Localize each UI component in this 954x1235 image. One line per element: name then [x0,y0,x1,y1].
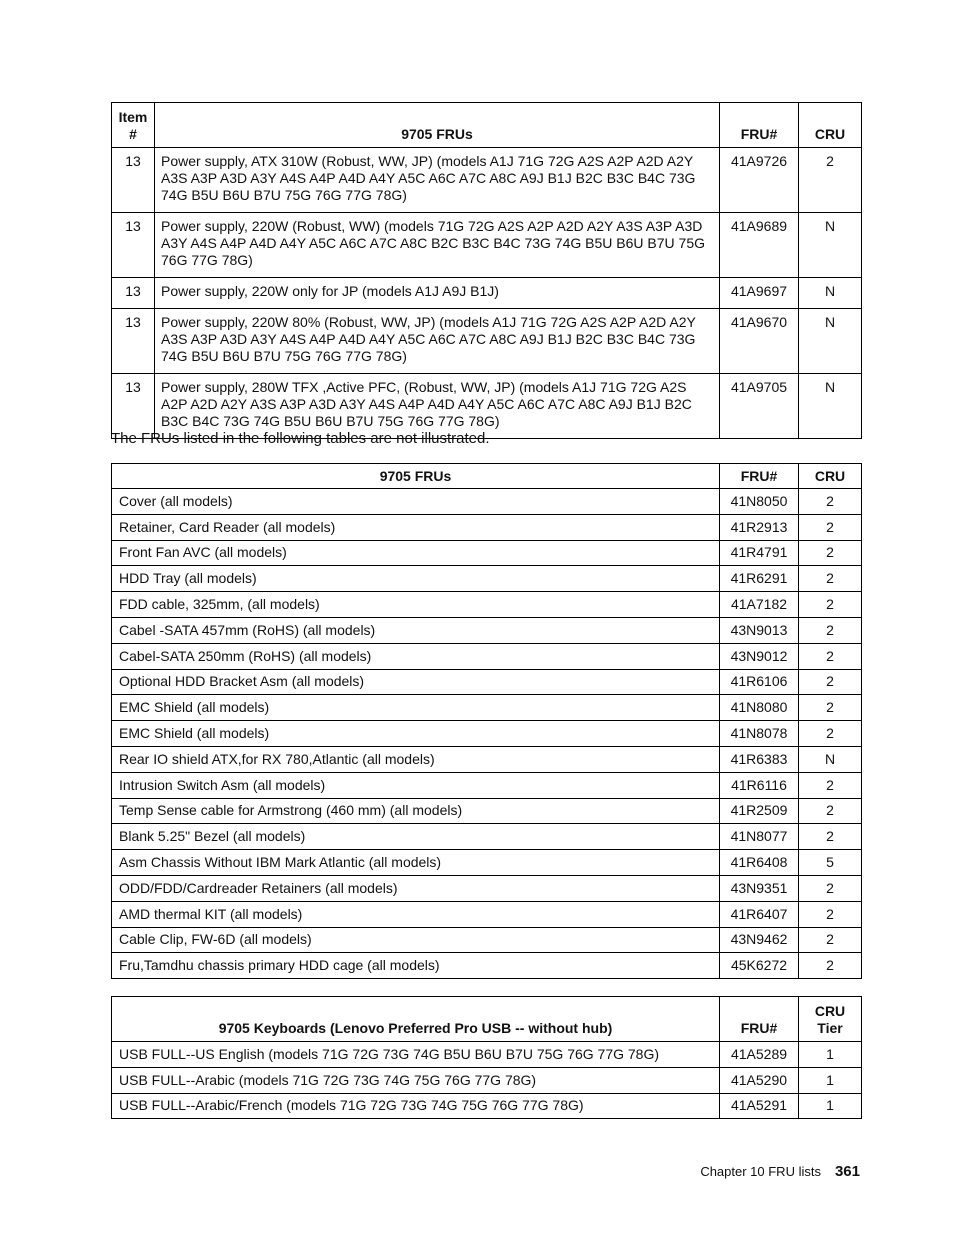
description-cell: Cabel -SATA 457mm (RoHS) (all models) [112,617,720,643]
cru-cell: 2 [799,566,862,592]
not-illustrated-note: The FRUs listed in the following tables are not illustrated. [111,430,490,447]
page-number: 361 [834,1163,860,1180]
fru-number-cell: 41N8080 [720,695,799,721]
keyboard-fru-table [111,996,862,1119]
table-row [112,278,862,309]
cru-cell: N [799,213,862,278]
col-header-item: Item # [112,103,155,148]
cru-cell: 2 [799,592,862,618]
table-row [112,721,862,747]
col-header-fru-number: FRU# [720,997,799,1042]
table-row [112,1042,862,1068]
cru-cell: 2 [799,927,862,953]
fru-number-cell: 41A5289 [720,1042,799,1068]
cru-cell: 1 [799,1042,862,1068]
description-cell: EMC Shield (all models) [112,721,720,747]
col-header-frus: 9705 FRUs [112,464,720,489]
cru-cell: 2 [799,695,862,721]
description-cell: Cover (all models) [112,489,720,515]
table-header-row [112,103,862,148]
table-header-row [112,464,862,489]
fru-number-cell: 41A9697 [720,278,799,309]
cru-cell: 2 [799,772,862,798]
table-row [112,566,862,592]
description-cell: ODD/FDD/Cardreader Retainers (all models) [112,875,720,901]
description-cell: Power supply, 280W TFX ,Active PFC, (Robust, WW, JP) (models A1J 71G 72G A2S A2P A2D A2Y A3S A3P A3D A3Y A4S A4P A4D A4Y A5C A6C A7C A8C A9J B1J B2C B3C B4C 73G 74G B5U B6U B7U 75G 76G 77G 78G) [155,374,720,439]
table-row [112,901,862,927]
cru-cell: 2 [799,617,862,643]
fru-number-cell: 41R4791 [720,540,799,566]
table-row [112,953,862,979]
cru-cell: 2 [799,514,862,540]
table-row [112,927,862,953]
cru-cell: 2 [799,540,862,566]
col-header-fru-number: FRU# [720,103,799,148]
table-row [112,592,862,618]
description-cell: HDD Tray (all models) [112,566,720,592]
fru-number-cell: 41R6383 [720,746,799,772]
misc-fru-table [111,463,862,979]
description-cell: Fru,Tamdhu chassis primary HDD cage (all models) [112,953,720,979]
table-row [112,824,862,850]
cru-cell: 2 [799,798,862,824]
description-cell: Temp Sense cable for Armstrong (460 mm) (all models) [112,798,720,824]
cru-cell: 5 [799,850,862,876]
fru-number-cell: 45K6272 [720,953,799,979]
description-cell: USB FULL--US English (models 71G 72G 73G 74G B5U B6U B7U 75G 76G 77G 78G) [112,1042,720,1068]
table-row [112,850,862,876]
fru-number-cell: 41N8050 [720,489,799,515]
table-row [112,875,862,901]
cru-cell: N [799,278,862,309]
description-cell: Cabel-SATA 250mm (RoHS) (all models) [112,643,720,669]
fru-number-cell: 41R2509 [720,798,799,824]
fru-number-cell: 41R2913 [720,514,799,540]
col-header-frus: 9705 FRUs [155,103,720,148]
fru-number-cell: 41N8078 [720,721,799,747]
fru-number-cell: 43N9462 [720,927,799,953]
cru-cell: 2 [799,901,862,927]
description-cell: FDD cable, 325mm, (all models) [112,592,720,618]
power-supply-fru-table [111,102,862,439]
description-cell: Optional HDD Bracket Asm (all models) [112,669,720,695]
fru-number-cell: 41R6116 [720,772,799,798]
table-row [112,669,862,695]
description-cell: Power supply, 220W only for JP (models A1J A9J B1J) [155,278,720,309]
table-row [112,1067,862,1093]
table-row [112,309,862,374]
cru-cell: 2 [799,148,862,213]
cru-cell: N [799,374,862,439]
item-cell: 13 [112,309,155,374]
description-cell: Power supply, 220W (Robust, WW) (models 71G 72G A2S A2P A2D A2Y A3S A3P A3D A3Y A4S A4P A4D A4Y A5C A6C A7C A8C B2C B3C B4C 73G 74G B5U B6U B7U 75G 76G 77G 78G) [155,213,720,278]
chapter-label: Chapter 10 FRU lists [700,1164,821,1179]
fru-number-cell: 41A9670 [720,309,799,374]
description-cell: Retainer, Card Reader (all models) [112,514,720,540]
col-header-keyboards: 9705 Keyboards (Lenovo Preferred Pro USB -- without hub) [112,997,720,1042]
col-header-cru-tier: CRU Tier [799,997,862,1042]
fru-number-cell: 41R6291 [720,566,799,592]
fru-number-cell: 43N9012 [720,643,799,669]
page-footer [700,1163,860,1180]
description-cell: USB FULL--Arabic (models 71G 72G 73G 74G 75G 76G 77G 78G) [112,1067,720,1093]
cru-cell: 2 [799,643,862,669]
cru-cell: N [799,309,862,374]
cru-cell: 1 [799,1093,862,1119]
description-cell: Blank 5.25" Bezel (all models) [112,824,720,850]
table-row [112,798,862,824]
fru-number-cell: 41R6407 [720,901,799,927]
description-cell: Rear IO shield ATX,for RX 780,Atlantic (all models) [112,746,720,772]
fru-number-cell: 43N9013 [720,617,799,643]
description-cell: Cable Clip, FW-6D (all models) [112,927,720,953]
description-cell: Power supply, ATX 310W (Robust, WW, JP) (models A1J 71G 72G A2S A2P A2D A2Y A3S A3P A3D A3Y A4S A4P A4D A4Y A5C A6C A7C A8C A9J B1J B2C B3C B4C 73G 74G B5U B6U B7U 75G 76G 77G 78G) [155,148,720,213]
table-row [112,148,862,213]
table-row [112,540,862,566]
item-cell: 13 [112,374,155,439]
description-cell: Intrusion Switch Asm (all models) [112,772,720,798]
col-header-cru: CRU [799,464,862,489]
col-header-fru-number: FRU# [720,464,799,489]
description-cell: Front Fan AVC (all models) [112,540,720,566]
table-row [112,772,862,798]
table-row [112,1093,862,1119]
fru-number-cell: 41A9705 [720,374,799,439]
fru-number-cell: 41R6106 [720,669,799,695]
cru-cell: 2 [799,953,862,979]
item-cell: 13 [112,278,155,309]
description-cell: AMD thermal KIT (all models) [112,901,720,927]
cru-cell: 2 [799,875,862,901]
table-row [112,374,862,439]
fru-number-cell: 41A5291 [720,1093,799,1119]
fru-number-cell: 41A9689 [720,213,799,278]
cru-cell: 2 [799,721,862,747]
table-row [112,643,862,669]
cru-cell: 1 [799,1067,862,1093]
cru-cell: 2 [799,669,862,695]
table-row [112,695,862,721]
cru-cell: N [799,746,862,772]
table-row [112,213,862,278]
table-row [112,489,862,515]
col-header-cru: CRU [799,103,862,148]
table-header-row [112,997,862,1042]
fru-number-cell: 41A7182 [720,592,799,618]
fru-number-cell: 43N9351 [720,875,799,901]
description-cell: EMC Shield (all models) [112,695,720,721]
item-cell: 13 [112,213,155,278]
fru-number-cell: 41N8077 [720,824,799,850]
description-cell: Asm Chassis Without IBM Mark Atlantic (all models) [112,850,720,876]
fru-number-cell: 41R6408 [720,850,799,876]
table-row [112,746,862,772]
fru-number-cell: 41A9726 [720,148,799,213]
item-cell: 13 [112,148,155,213]
description-cell: USB FULL--Arabic/French (models 71G 72G 73G 74G 75G 76G 77G 78G) [112,1093,720,1119]
cru-cell: 2 [799,489,862,515]
table-row [112,617,862,643]
table-row [112,514,862,540]
fru-number-cell: 41A5290 [720,1067,799,1093]
cru-cell: 2 [799,824,862,850]
description-cell: Power supply, 220W 80% (Robust, WW, JP) (models A1J 71G 72G A2S A2P A2D A2Y A3S A3P A3D A3Y A4S A4P A4D A4Y A5C A6C A7C A8C A9J B1J B2C B3C B4C 73G 74G B5U B6U B7U 75G 76G 77G 78G) [155,309,720,374]
